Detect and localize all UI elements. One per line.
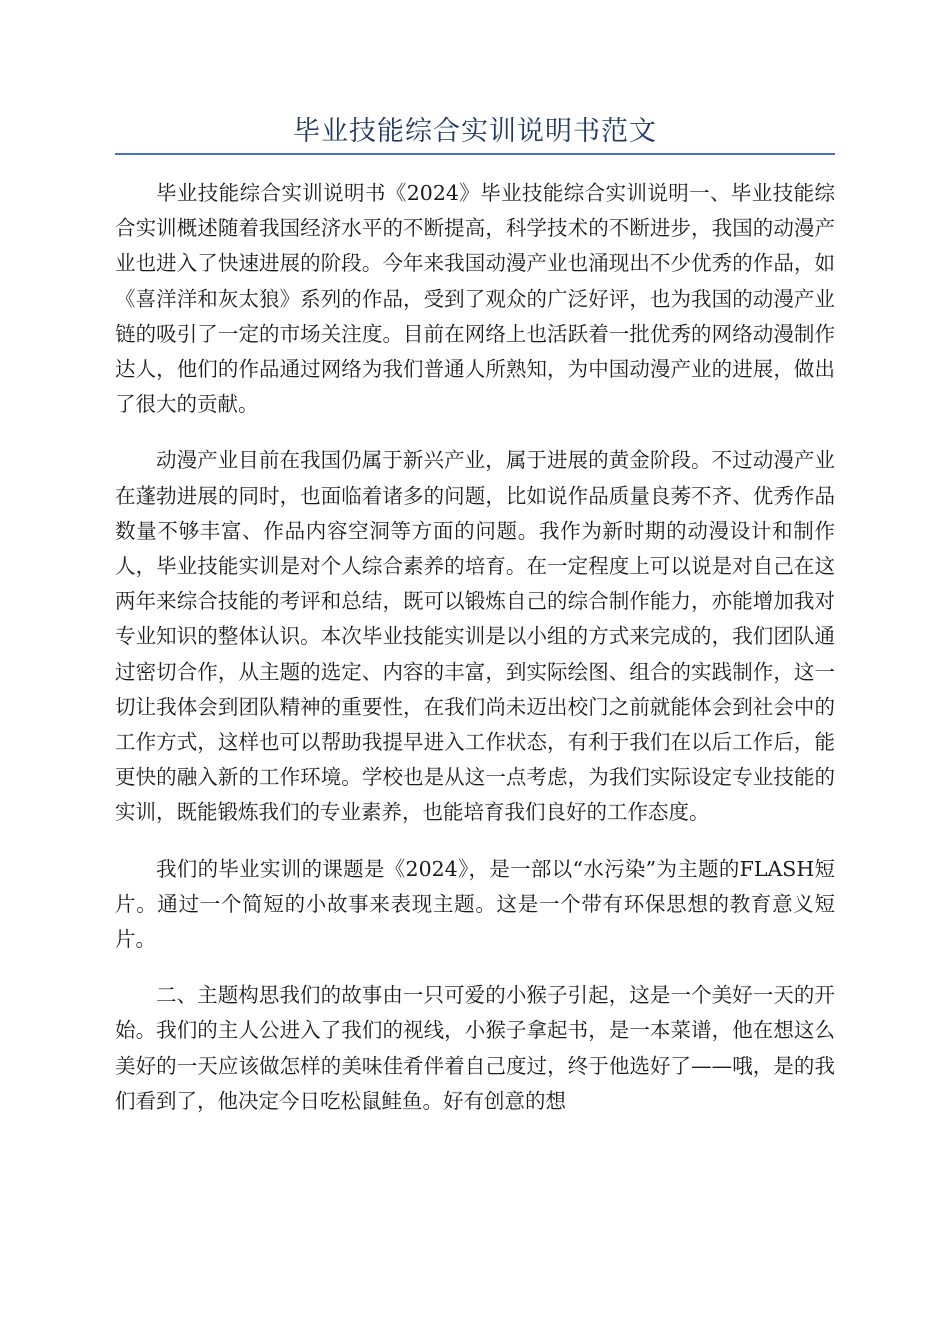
document-title: 毕业技能综合实训说明书范文 — [293, 116, 657, 147]
document-body — [115, 176, 835, 1140]
paragraph-2: 动漫产业目前在我国仍属于新兴产业，属于进展的黄金阶段。不过动漫产业在蓬勃进展的同时，也面临着诸多的问题，比如说作品质量良莠不齐、优秀作品数量不够丰富、作品内容空洞等方面的问题。我作为新时期的动漫设计和制作人，毕业技能实训是对个人综合素养的培育。在一定程度上可以说是对自己在这两年来综合技能的考评和总结，既可以锻炼自己的综合制作能力，亦能增加我对专业知识的整体认识。本次毕业技能实训是以小组的方式来完成的，我们团队通过密切合作，从主题的选定、内容的丰富，到实际绘图、组合的实践制作，这一切让我体会到团队精神的重要性，在我们尚未迈出校门之前就能体会到社会中的工作方式，这样也可以帮助我提早进入工作状态，有利于我们在以后工作后，能更快的融入新的工作环境。学校也是从这一点考虑，为我们实际设定专业技能的实训，既能锻炼我们的专业素养，也能培育我们良好的工作态度。 — [115, 448, 835, 825]
paragraph-1: 毕业技能综合实训说明书《2024》毕业技能综合实训说明一、毕业技能综合实训概述随着我国经济水平的不断提高，科学技术的不断进步，我国的动漫产业也进入了快速进展的阶段。今年来我国动漫产业也涌现出不少优秀的作品，如《喜洋洋和灰太狼》系列的作品，受到了观众的广泛好评，也为我国的动漫产业链的吸引了一定的市场关注度。目前在网络上也活跃着一批优秀的网络动漫制作达人，他们的作品通过网络为我们普通人所熟知，为中国动漫产业的进展，做出了很大的贡献。 — [115, 181, 835, 417]
paragraph-3: 我们的毕业实训的课题是《2024》，是一部以“水污染”为主题的FLASH短片。通过一个简短的小故事来表现主题。这是一个带有环保思想的教育意义短片。 — [115, 856, 835, 952]
title-underline — [115, 153, 835, 155]
paragraph-4: 二、主题构思我们的故事由一只可爱的小猴子引起，这是一个美好一天的开始。我们的主人公进入了我们的视线，小猴子拿起书，是一本菜谱，他在想这么美好的一天应该做怎样的美味佳肴伴着自己度过，终于他选好了——哦，是的我们看到了，他决定今日吃松鼠鲑鱼。好有创意的想 — [115, 983, 835, 1113]
